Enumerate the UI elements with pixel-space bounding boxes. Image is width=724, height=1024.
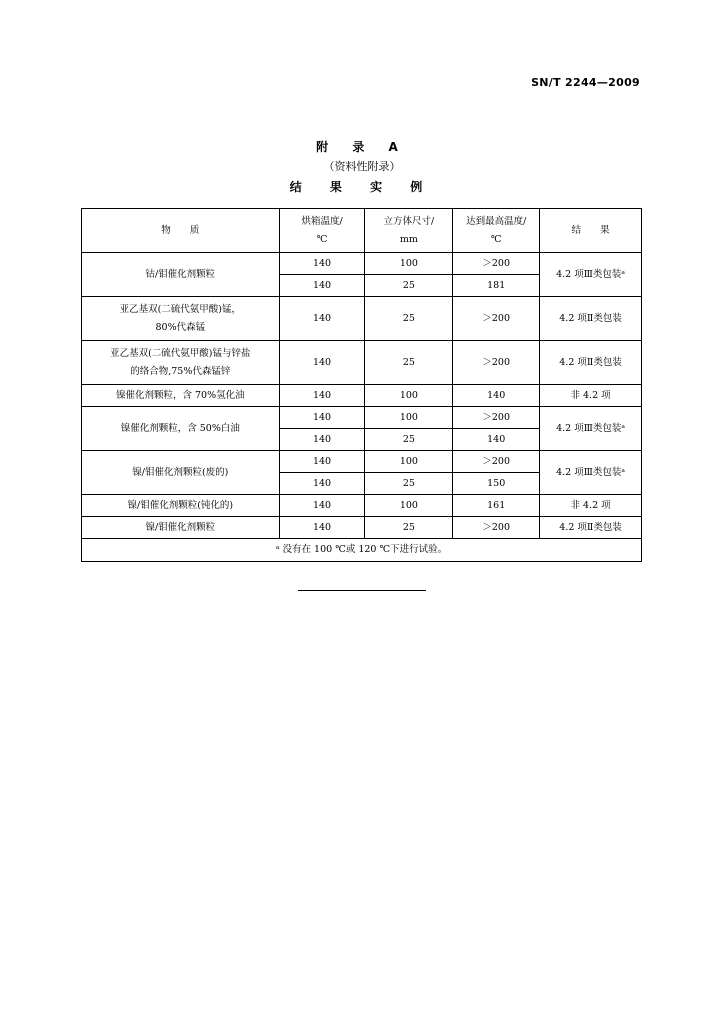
header-substance: 物 质 bbox=[82, 209, 280, 253]
max-temp-cell: ＞200 bbox=[453, 253, 540, 275]
oven-temp-cell: 140 bbox=[279, 275, 365, 297]
oven-temp-cell: 140 bbox=[279, 473, 365, 495]
max-temp-cell: 140 bbox=[453, 429, 540, 451]
result-cell: 4.2 项Ⅱ类包装 bbox=[540, 517, 642, 539]
cube-size-cell: 100 bbox=[365, 253, 453, 275]
header-cube-size: 立方体尺寸/ mm bbox=[365, 209, 453, 253]
substance-cell: 镍/钼催化剂颗粒(钝化的) bbox=[82, 495, 280, 517]
max-temp-cell: ＞200 bbox=[453, 451, 540, 473]
max-temp-cell: 161 bbox=[453, 495, 540, 517]
table-body bbox=[82, 253, 642, 562]
substance-cell: 镍催化剂颗粒，含 50%白油 bbox=[82, 407, 280, 451]
table-row bbox=[82, 297, 642, 341]
result-cell: 非 4.2 项 bbox=[540, 385, 642, 407]
cube-size-cell: 25 bbox=[365, 429, 453, 451]
result-cell: 4.2 项Ⅲ类包装ᵃ bbox=[540, 451, 642, 495]
max-temp-cell: 150 bbox=[453, 473, 540, 495]
standard-code: SN/T 2244—2009 bbox=[531, 76, 640, 89]
table-row bbox=[82, 495, 642, 517]
cube-size-cell: 25 bbox=[365, 275, 453, 297]
substance-cell: 镍/钼催化剂颗粒(废的) bbox=[82, 451, 280, 495]
table-row bbox=[82, 451, 642, 473]
appendix-heading: 结 果 实 例 bbox=[289, 180, 435, 194]
cube-size-cell: 25 bbox=[365, 473, 453, 495]
end-rule bbox=[298, 590, 426, 591]
table-header-row bbox=[82, 209, 642, 253]
table-row bbox=[82, 341, 642, 385]
result-cell: 4.2 项Ⅱ类包装 bbox=[540, 341, 642, 385]
result-cell: 非 4.2 项 bbox=[540, 495, 642, 517]
footnote: ᵃ 没有在 100 ℃或 120 ℃下进行试验。 bbox=[82, 539, 642, 562]
header-max-temp: 达到最高温度/ ℃ bbox=[453, 209, 540, 253]
cube-size-cell: 25 bbox=[365, 517, 453, 539]
cube-size-cell: 100 bbox=[365, 495, 453, 517]
cube-size-cell: 100 bbox=[365, 407, 453, 429]
cube-size-cell: 25 bbox=[365, 297, 453, 341]
cube-size-cell: 100 bbox=[365, 451, 453, 473]
oven-temp-cell: 140 bbox=[279, 495, 365, 517]
oven-temp-cell: 140 bbox=[279, 253, 365, 275]
max-temp-cell: ＞200 bbox=[453, 297, 540, 341]
result-cell: 4.2 项Ⅱ类包装 bbox=[540, 297, 642, 341]
table-row bbox=[82, 517, 642, 539]
max-temp-cell: ＞200 bbox=[453, 407, 540, 429]
substance-cell: 亚乙基双(二硫代氨甲酸)锰与锌盐 的络合物,75%代森锰锌 bbox=[82, 341, 280, 385]
oven-temp-cell: 140 bbox=[279, 451, 365, 473]
cube-size-cell: 25 bbox=[365, 341, 453, 385]
oven-temp-cell: 140 bbox=[279, 341, 365, 385]
header-oven-temp: 烘箱温度/ ℃ bbox=[279, 209, 365, 253]
footnote-row bbox=[82, 539, 642, 562]
oven-temp-cell: 140 bbox=[279, 517, 365, 539]
max-temp-cell: 140 bbox=[453, 385, 540, 407]
results-table bbox=[81, 208, 642, 562]
substance-cell: 镍/钼催化剂颗粒 bbox=[82, 517, 280, 539]
result-cell: 4.2 项Ⅲ类包装ᵃ bbox=[540, 407, 642, 451]
substance-cell: 钴/钼催化剂颗粒 bbox=[82, 253, 280, 297]
appendix-title: 附 录 A bbox=[316, 140, 408, 154]
oven-temp-cell: 140 bbox=[279, 407, 365, 429]
header-result: 结 果 bbox=[540, 209, 642, 253]
cube-size-cell: 100 bbox=[365, 385, 453, 407]
result-cell: 4.2 项Ⅲ类包装ᵃ bbox=[540, 253, 642, 297]
max-temp-cell: ＞200 bbox=[453, 341, 540, 385]
table-row bbox=[82, 385, 642, 407]
max-temp-cell: 181 bbox=[453, 275, 540, 297]
substance-cell: 亚乙基双(二硫代氨甲酸)锰， 80%代森锰 bbox=[82, 297, 280, 341]
appendix-title-block bbox=[0, 137, 724, 197]
appendix-subtitle: （资料性附录） bbox=[323, 160, 401, 173]
max-temp-cell: ＞200 bbox=[453, 517, 540, 539]
substance-cell: 镍催化剂颗粒，含 70%氢化油 bbox=[82, 385, 280, 407]
table-row bbox=[82, 407, 642, 429]
oven-temp-cell: 140 bbox=[279, 429, 365, 451]
oven-temp-cell: 140 bbox=[279, 385, 365, 407]
table-row bbox=[82, 253, 642, 275]
oven-temp-cell: 140 bbox=[279, 297, 365, 341]
